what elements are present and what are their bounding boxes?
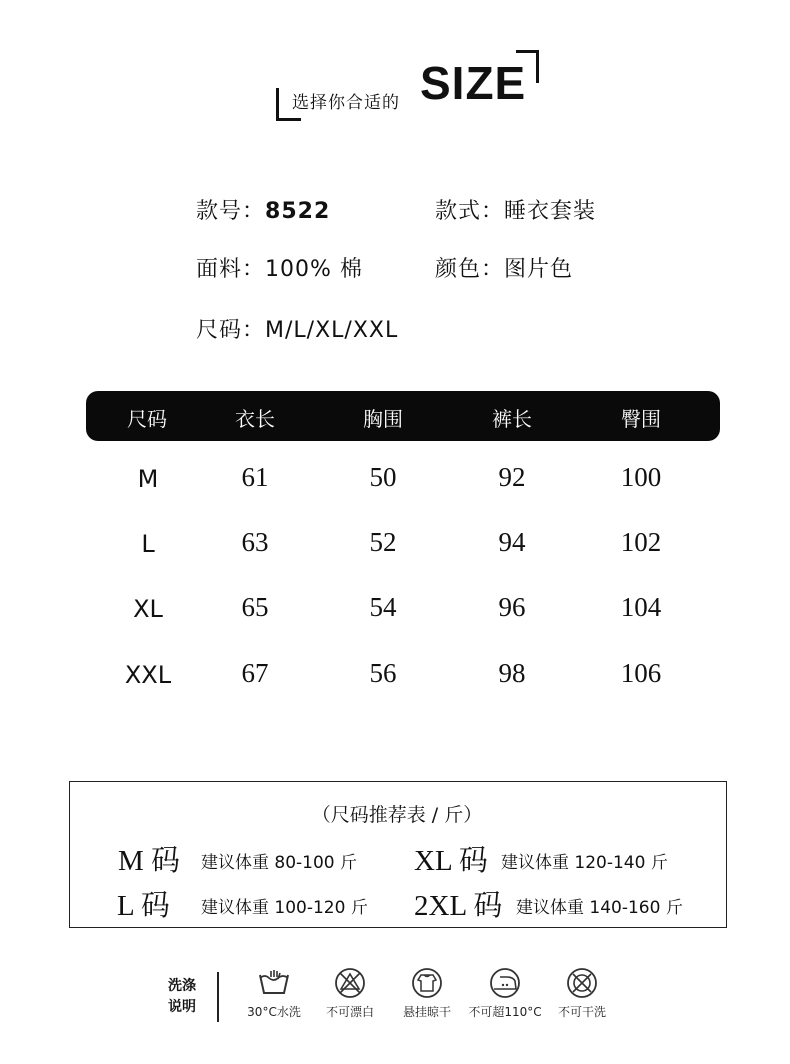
table-cell: 104 bbox=[620, 592, 662, 622]
spec-color bbox=[435, 252, 573, 283]
care-item-hang-dry bbox=[387, 967, 467, 1020]
table-cell: 67 bbox=[241, 658, 269, 688]
table-row-size: L bbox=[141, 530, 155, 558]
care-label: 30°C水洗 bbox=[247, 1005, 301, 1019]
spec-fabric-value: 100% 棉 bbox=[265, 257, 363, 282]
column-header-chest: 胸围 bbox=[363, 407, 403, 431]
header-subtitle: 选择你合适的 bbox=[292, 93, 400, 113]
column-header-pants-length: 裤长 bbox=[492, 407, 532, 431]
wash-30-icon bbox=[256, 967, 292, 999]
spec-sizes-value: M/L/XL/XXL bbox=[265, 318, 399, 343]
table-cell: 94 bbox=[498, 527, 526, 557]
recommend-size: L 码 bbox=[117, 890, 170, 922]
spec-color-label: 颜色： bbox=[435, 257, 505, 282]
care-title bbox=[168, 976, 208, 1018]
recommend-weight: 建议体重 140-160 斤 bbox=[516, 898, 683, 918]
spec-fabric-label: 面料： bbox=[196, 257, 266, 282]
spec-style-label: 款式： bbox=[435, 199, 505, 224]
care-title-line2: 说明 bbox=[168, 999, 196, 1015]
care-item-wash bbox=[234, 967, 314, 1020]
no-dry-clean-icon bbox=[564, 967, 600, 999]
spec-fabric bbox=[196, 252, 363, 283]
care-item-no-dry-clean bbox=[542, 967, 622, 1020]
column-header-size: 尺码 bbox=[127, 407, 167, 431]
table-cell: 52 bbox=[369, 527, 397, 557]
care-label: 悬挂晾干 bbox=[402, 1005, 451, 1019]
spec-style-value: 睡衣套装 bbox=[504, 199, 597, 224]
table-cell: 50 bbox=[369, 462, 397, 492]
table-cell: 56 bbox=[369, 658, 397, 688]
spec-style bbox=[435, 194, 596, 225]
table-cell: 98 bbox=[498, 658, 526, 688]
table-cell: 106 bbox=[620, 658, 662, 688]
care-item-no-bleach bbox=[310, 967, 390, 1020]
spec-sizes-label: 尺码： bbox=[196, 318, 266, 343]
recommend-weight: 建议体重 80-100 斤 bbox=[201, 853, 358, 873]
table-cell: 63 bbox=[241, 527, 269, 557]
spec-style-no-label: 款号： bbox=[196, 199, 266, 224]
table-cell: 65 bbox=[241, 592, 269, 622]
recommend-weight: 建议体重 100-120 斤 bbox=[201, 898, 368, 918]
no-bleach-icon bbox=[332, 967, 368, 999]
hang-dry-icon bbox=[409, 967, 445, 999]
spec-color-value: 图片色 bbox=[504, 257, 574, 282]
iron-110-icon bbox=[487, 967, 523, 999]
recommend-size: M 码 bbox=[118, 845, 181, 877]
column-header-length: 衣长 bbox=[235, 407, 275, 431]
spec-style-no-value: 8522 bbox=[265, 199, 331, 224]
care-label: 不可漂白 bbox=[325, 1005, 374, 1019]
table-row-size: M bbox=[137, 465, 159, 493]
table-cell: 61 bbox=[241, 462, 269, 492]
table-row-size: XXL bbox=[124, 661, 172, 689]
care-item-iron bbox=[465, 967, 545, 1020]
care-label: 不可干洗 bbox=[557, 1005, 606, 1019]
care-divider bbox=[217, 972, 219, 1022]
header-title: SIZE bbox=[420, 57, 527, 109]
table-cell: 92 bbox=[498, 462, 526, 492]
recommend-size: 2XL 码 bbox=[414, 890, 503, 922]
spec-sizes bbox=[196, 313, 398, 344]
table-cell: 102 bbox=[620, 527, 662, 557]
table-cell: 96 bbox=[498, 592, 526, 622]
table-cell: 100 bbox=[620, 462, 662, 492]
recommend-size: XL 码 bbox=[414, 845, 488, 877]
table-cell: 54 bbox=[369, 592, 397, 622]
spec-style-no bbox=[196, 194, 330, 225]
care-title-line1: 洗涤 bbox=[168, 978, 196, 994]
recommend-weight: 建议体重 120-140 斤 bbox=[501, 853, 668, 873]
column-header-hip: 臀围 bbox=[621, 407, 661, 431]
table-row-size: XL bbox=[133, 595, 163, 623]
care-label: 不可超110°C bbox=[468, 1005, 542, 1019]
recommend-title: （尺码推荐表 / 斤） bbox=[311, 804, 483, 826]
